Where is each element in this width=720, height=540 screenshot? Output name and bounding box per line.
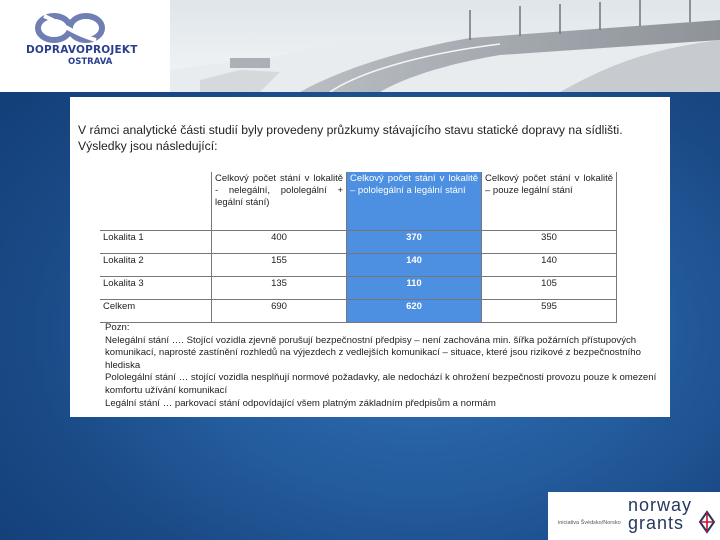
header-legal-spaces: Celkový počet stání v lokalitě – pouze legální stání [482, 172, 617, 231]
cell-value-highlight: 370 [347, 231, 482, 254]
norway-grants-mark-icon [696, 508, 718, 536]
cell-value-highlight: 620 [347, 300, 482, 323]
cell-value-highlight: 140 [347, 254, 482, 277]
row-label: Lokalita 2 [100, 254, 212, 277]
cell-value: 140 [482, 254, 617, 277]
note-illegal-parking: Nelegální stání …. Stojící vozidla zjevně porušují bezpečnostní předpisy – není zachována min. šířka požárních přístupových komunikací, naprosté zastínění rozhledů na výjezdech z vedlejších komunikací – situace, které jsou rizikové z bezpečnostního hlediska [105, 334, 641, 371]
norway-grants-tagline: iniciativa Švédsko/Norsko [558, 520, 621, 526]
row-label: Lokalita 1 [100, 231, 212, 254]
header-banner [0, 0, 720, 92]
table-header-row [100, 172, 617, 231]
norway-grants-word2: grants [628, 513, 685, 533]
table-row [100, 254, 617, 277]
cell-value: 350 [482, 231, 617, 254]
row-label: Lokalita 3 [100, 277, 212, 300]
notes-title: Pozn: [105, 322, 130, 333]
cell-value: 105 [482, 277, 617, 300]
note-semi-legal-parking: Pololegální stání … stojící vozidla nesplňují normové požadavky, ale nedochází k ohrožení bezpečnosti provozu pouze k omezení komfortu užívání komunikací [105, 372, 657, 396]
cell-value: 135 [212, 277, 347, 300]
table-row [100, 277, 617, 300]
header-semi-legal-spaces: Celkový počet stání v lokalitě – pololegální a legální stání [347, 172, 482, 231]
cell-value-highlight: 110 [347, 277, 482, 300]
cell-value: 155 [212, 254, 347, 277]
logo-text-company: DOPRAVOPROJEKT [26, 44, 138, 56]
notes-block [105, 322, 665, 410]
logo-text-city: OSTRAVA [68, 57, 113, 67]
row-label: Celkem [100, 300, 212, 323]
norway-grants-logo [548, 492, 720, 540]
table-row-total [100, 300, 617, 323]
header-all-spaces: Celkový počet stání v lokalitě - nelegální, pololegální + legální stání) [212, 172, 347, 231]
table-row [100, 231, 617, 254]
cell-value: 690 [212, 300, 347, 323]
note-legal-parking: Legální stání … parkovací stání odpovídající všem platným základním předpisům a normám [105, 397, 496, 409]
cell-value: 595 [482, 300, 617, 323]
parking-table [100, 172, 617, 323]
header-empty-cell [100, 172, 212, 231]
cell-value: 400 [212, 231, 347, 254]
norway-grants-word1: norway [628, 495, 693, 515]
intro-paragraph: V rámci analytické části studií byly provedeny průzkumy stávajícího stavu statické dopravy na sídlišti. Výsledky jsou následující: [78, 123, 623, 153]
